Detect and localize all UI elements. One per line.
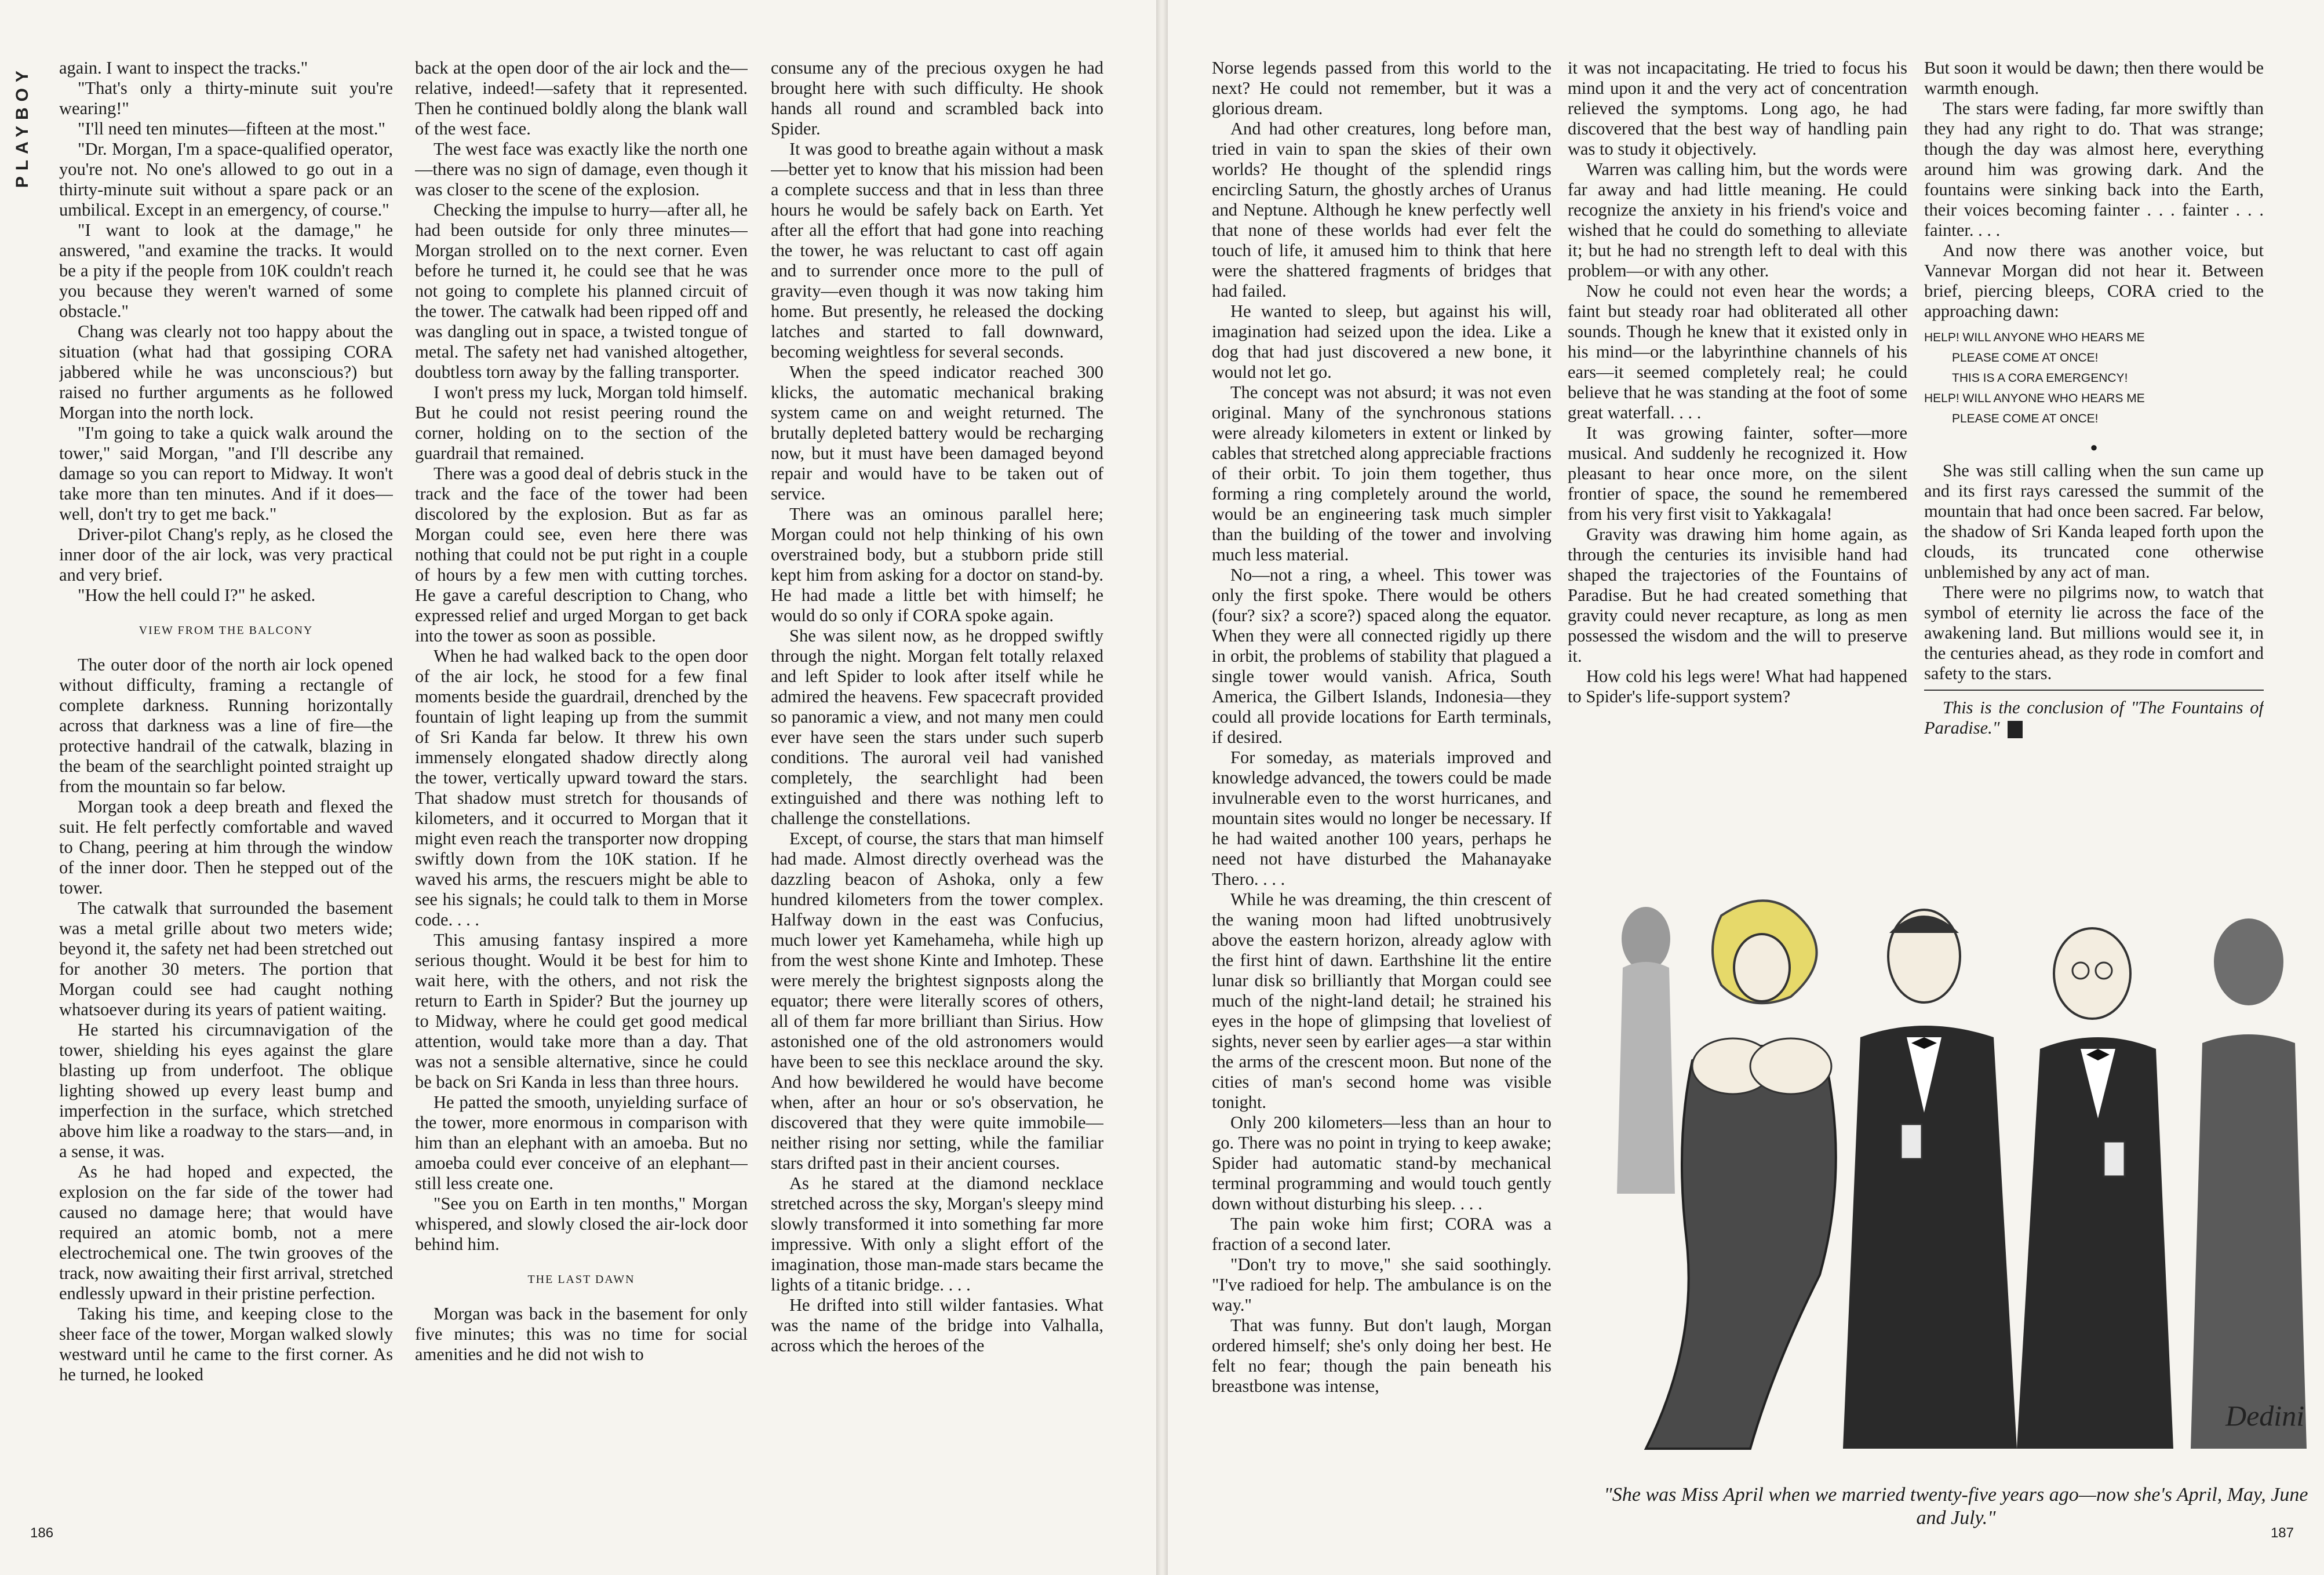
divider-rule <box>1924 690 2264 691</box>
paragraph: There was a good deal of debris stuck in the track and the face of the tower had been discolored by the explosion. But as far as Morgan could see, even here there was nothing that could not be put right in a couple of hours by a few men with cutting torches. He gave a careful description to Chang, who expressed relief and urged Morgan to get back into the tower as soon as possible. <box>415 464 748 646</box>
paragraph: For someday, as materials improved and knowledge advanced, the towers could be made invulnerable even to the worst hurricanes, and mountain sites would no longer be necessary. If he had waited another 100 years, perhaps he need not have disturbed the Mahanayake Thero. . . . <box>1212 748 1551 889</box>
paragraph: "Don't try to move," she said soothingly. "I've radioed for help. The ambulance is on the way." <box>1212 1255 1551 1315</box>
col6-paragraphs <box>1924 58 2264 322</box>
paragraph: It was good to breathe again without a mask—better yet to know that his mission had been a complete success and that in less than three hours he would be safely back on Earth. Yet after all the effort that had gone into reaching the tower, he was reluctant to cast off again and to surrender once more to the pull of gravity—even though it was now taking him home. But presently, he released the docking latches and started to fall downward, becoming weightless for several seconds. <box>771 139 1103 362</box>
paragraph: When he had walked back to the open door of the air lock, he stood for a few final moments beside the guardrail, drenched by the fountain of light leaping up from the summit of Sri Kanda far below. It threw his own immensely elongated shadow directly along the tower, vertically upward toward the stars. That shadow must stretch for thousands of kilometers, and it occurred to Morgan that it might even reach the transporter now dropping swiftly down from the 10K station. If he waved his arms, the rescuers might be able to see his signals; he could talk to them in Morse code. . . . <box>415 646 748 929</box>
paragraph: Except, of course, the stars that man himself had made. Almost directly overhead was the dazzling beacon of Ashoka, only a few hundred kilometers from the tower complex. Halfway down in the east was Confucius, much lower yet Kamehameha, while high up from the west shone Kinte and Imhotep. These were merely the brightest signposts along the equator; there were literally scores of others, all of them far more brilliant than Sirius. How astonished one of the old astronomers would have been to see this necklace around the sky. And how bewildered he would have become when, after an hour or so's observation, he discovered that they were quite immobile—neither rising nor setting, while the familiar stars drifted past in their ancient courses. <box>771 829 1103 1173</box>
paragraph: "See you on Earth in ten months," Morgan whispered, and slowly closed the air-lock door behind him. <box>415 1194 748 1254</box>
paragraph: Now he could not even hear the words; a faint but steady roar had obliterated all other sounds. Though he knew that it existed only in his mind—or the labyrinthine channels of his ears—it seemed completely real; he could believe that he was standing at the foot of some great waterfall. . . . <box>1568 281 1907 422</box>
alert-line: HELP! WILL ANYONE WHO HEARS ME <box>1924 331 2145 344</box>
paragraph: She was still calling when the sun came up and its first rays caressed the summit of the mountain that had once been sacred. Far below, the shadow of Sri Kanda leaped forth upon the clouds, its truncated cone otherwise unblemished by any act of man. <box>1924 461 2264 582</box>
cartoon-woman-background <box>1617 907 1675 1194</box>
column-1 <box>59 58 393 1541</box>
paragraph: When the speed indicator reached 300 klicks, the automatic mechanical braking system came on and weight returned. The brutally depleted battery would be recharging now, but it must have been damaged beyond repair and would have to be taken out of service. <box>771 362 1103 504</box>
paragraph: The outer door of the north air lock opened without difficulty, framing a rectangle of complete darkness. Running horizontally across that darkness was a line of fire—the protective handrail of the catwalk, blazing in the beam of the searchlight pointed straight up from the mountain so far below. <box>59 655 393 796</box>
col4-paragraphs <box>1212 58 1551 1397</box>
paragraph: "Dr. Morgan, I'm a space-qualified operator, you're not. No one's allowed to go out in a thirty-minute suit without a spare pack or an umbilical. Except in an emergency, of course." <box>59 139 393 220</box>
page-number-left: 186 <box>30 1525 54 1541</box>
paragraph: The concept was not absurd; it was not even original. Many of the synchronous stations were already kilometers in extent or linked by cables that stretched along appreciable fractions of their orbit. To join them together, thus forming a ring completely around the world, would be an engineering task much simpler than the building of the tower and involving much less material. <box>1212 382 1551 564</box>
paragraph: She was silent now, as he dropped swiftly through the night. Morgan felt totally relaxed and left Spider to look after itself while he admired the heavens. Few spacecraft provided so panoramic a view, and not many men could ever have seen the stars under such superb conditions. The auroral veil had vanished completely, the searchlight had been extinguished and there was nothing left to challenge the constellations. <box>771 626 1103 828</box>
conclusion-note <box>1924 698 2264 738</box>
paragraph: He wanted to sleep, but against his will, imagination had seized upon the idea. Like a dog that had just discovered a new bone, it would not let go. <box>1212 301 1551 382</box>
paragraph: Norse legends passed from this world to the next? He could not remember, but it was a glorious dream. <box>1212 58 1551 118</box>
column-6 <box>1924 58 2264 863</box>
cartoon-woman <box>1646 900 1836 1449</box>
paragraph: Morgan took a deep breath and flexed the suit. He felt perfectly comfortable and waved to Chang, peering at him through the window of the inner door. Then he stepped out of the tower. <box>59 797 393 898</box>
paragraph: I won't press my luck, Morgan told himself. But he could not resist peering round the corner, holding on to the section of the guardrail that remained. <box>415 382 748 463</box>
paragraph: He drifted into still wilder fantasies. What was the name of the bridge into Valhalla, across which the heroes of the <box>771 1295 1103 1355</box>
paragraph: The catwalk that surrounded the basement was a metal grille about two meters wide; beyond it, the safety net had been stretched out for another 30 meters. The portion that Morgan could see had caught nothing whatsoever during its years of patient waiting. <box>59 898 393 1019</box>
left-page <box>0 0 1156 1575</box>
alert-line: THIS IS A CORA EMERGENCY! <box>1952 371 2128 385</box>
paragraph: He patted the smooth, unyielding surface of the tower, more enormous in comparison with him than an elephant with an amoeba. But no amoeba could ever conceive of an elephant—still less create one. <box>415 1092 748 1193</box>
paragraph: "I want to look at the damage," he answered, "and examine the tracks. It would be a pity if the people from 10K couldn't reach you because they weren't warned of some obstacle." <box>59 220 393 321</box>
alert-line: PLEASE COME AT ONCE! <box>1952 412 2099 425</box>
paragraph: How cold his legs were! What had happened to Spider's life-support system? <box>1568 666 1907 706</box>
paragraph: And now there was another voice, but Vannevar Morgan did not hear it. Between brief, piercing bleeps, CORA cried to the approaching dawn: <box>1924 240 2264 321</box>
col2-paragraphs <box>415 58 748 1255</box>
paragraph: He started his circumnavigation of the tower, shielding his eyes against the glare blasting up from underfoot. The oblique lighting showed up every least bump and imperfection in the surface, which stretched above him like a roadway to the stars—and, in a sense, it was. <box>59 1020 393 1161</box>
paragraph: No—not a ring, a wheel. This tower was only the first spoke. There would be others (four? six? a score?) spaced along the equator. When they were all connected rigidly up there in orbit, the problems of stability that plagued a single tower would vanish. Africa, South America, the Gilbert Islands, Indonesia—they could all provide locations for Earth terminals, if desired. <box>1212 565 1551 747</box>
paragraph: again. I want to inspect the tracks." <box>59 58 308 78</box>
paragraph: "I'm going to take a quick walk around the tower," said Morgan, "and I'll describe any damage so you can report to Midway. It won't take more than ten minutes. And if it does—well, don't try to get me back." <box>59 423 393 524</box>
column-2 <box>415 58 748 1541</box>
col1-paragraphs <box>59 58 393 606</box>
paragraph: The pain woke him first; CORA was a fraction of a second later. <box>1212 1214 1551 1254</box>
magazine-name: PLAYBOY <box>13 65 32 188</box>
column-5 <box>1568 58 1907 863</box>
rabbit-endmark-icon <box>2008 721 2023 738</box>
cartoon-caption: "She was Miss April when we married twenty-five years ago—now she's April, May, June and July." <box>1604 1484 2308 1529</box>
paragraph: Taking his time, and keeping close to the sheer face of the tower, Morgan walked slowly westward until he came to the first corner. As he turned, he looked <box>59 1304 393 1384</box>
paragraph: Chang was clearly not too happy about the situation (what had that gossiping CORA jabbered while he was unconscious?) but raised no further arguments as he followed Morgan into the north lock. <box>59 322 393 422</box>
page-number-right: 187 <box>2270 1525 2294 1541</box>
cartoon-signature: Dedini <box>2225 1399 2305 1432</box>
alert-line: HELP! WILL ANYONE WHO HEARS ME <box>1924 392 2145 405</box>
paragraph: Morgan was back in the basement for only five minutes; this was no time for social amenities and he did not wish to <box>415 1304 748 1364</box>
paragraph: While he was dreaming, the thin crescent of the waning moon had lifted unobtrusively above the eastern horizon, already aglow with the first hint of dawn. Earthshine lit the entire lunar disk so brilliantly that Morgan could see much of the night-land detail; he strained his eyes in the hope of glimpsing that loveliest of sights, never seen by earlier ages—a star within the arms of the crescent moon. But none of the cities of man's second home was visible tonight. <box>1212 889 1551 1112</box>
paragraph: back at the open door of the air lock and the—relative, indeed!—safety that it represented. Then he continued boldly along the blank wall of the west face. <box>415 58 748 138</box>
col5-paragraphs <box>1568 58 1907 707</box>
col6b-paragraphs <box>1924 461 2264 684</box>
col3-paragraphs <box>771 58 1103 1356</box>
paragraph: Checking the impulse to hurry—after all, he had been outside for only three minutes—Morgan strolled on to the next corner. Even before he turned it, he could see that he was not going to complete his planned circuit of the tower. The catwalk had been ripped off and was dangling out in space, a twisted tongue of metal. The safety net had vanished altogether, doubtless torn away by the falling transporter. <box>415 200 748 382</box>
paragraph: Warren was calling him, but the words were far away and had little meaning. He could recognize the anxiety in his friend's voice and wished that he could do something to alleviate it; but he had no strength left to deal with this problem—or with any other. <box>1568 159 1907 280</box>
section-heading-balcony: VIEW FROM THE BALCONY <box>139 624 314 637</box>
paragraph: There was an ominous parallel here; Morgan could not help thinking of his own overstrained body, but a stubborn pride still kept him from asking for a doctor on stand-by. He had made a little bet with himself; he would do so only if CORA spoke again. <box>771 504 1103 625</box>
paragraph: And had other creatures, long before man, tried in vain to span the skies of their own worlds? He thought of the splendid rings encircling Saturn, the ghostly arches of Uranus and Neptune. Although he knew perfectly well that none of these worlds had ever felt the touch of life, it amused him to think that here were the shattered fragments of bridges that had failed. <box>1212 119 1551 301</box>
column-4 <box>1212 58 1551 1541</box>
paragraph: There were no pilgrims now, to watch that symbol of eternity lie across the face of the awakening land. But millions would see it, in the centuries ahead, as they rode in comfort and safety to the stars. <box>1924 582 2264 683</box>
paragraph: This amusing fantasy inspired a more serious thought. Would it be best for him to wait here, with the others, and not risk the return to Earth in Spider? But the journey up to Midway, where he could get good medical attention, would take more than a day. That was not a sensible alternative, since he could be back on Sri Kanda in less than three hours. <box>415 930 748 1092</box>
cartoon-figure-edge <box>2191 918 2307 1449</box>
section-heading-last-dawn: THE LAST DAWN <box>527 1273 635 1286</box>
cartoon-man-middle <box>1843 910 2017 1449</box>
cartoon-man-right <box>2017 928 2173 1449</box>
col2b-paragraphs <box>415 1304 748 1365</box>
paragraph: "How the hell could I?" he asked. <box>78 585 316 605</box>
paragraph: As he stared at the diamond necklace stretched across the sky, Morgan's sleepy mind slowly transformed it into something far more impressive. With only a slight effort of the imagination, those man-made stars became the lights of a titanic bridge. . . . <box>771 1173 1103 1295</box>
paragraph: Only 200 kilometers—less than an hour to go. There was no point in trying to keep awake; Spider had automatic stand-by mechanical terminal programming and would touch gently down without disturbing his sleep. . . . <box>1212 1113 1551 1213</box>
gutter <box>1156 0 1168 1575</box>
cora-alert <box>1924 327 2264 429</box>
paragraph: The west face was exactly like the north one—there was no sign of damage, even though it was closer to the scene of the explosion. <box>415 139 748 199</box>
column-3 <box>771 58 1103 1541</box>
paragraph: As he had hoped and expected, the explosion on the far side of the tower had caused no damage here; that would have required an atomic bomb, not a mere electrochemical one. The twin grooves of the track, now awaiting their first arrival, stretched endlessly upward in their pristine perfection. <box>59 1162 393 1303</box>
paragraph: That was funny. But don't laugh, Morgan ordered himself; she's only doing her best. He felt no fear; though the pain beneath his breastbone was intense, <box>1212 1315 1551 1396</box>
paragraph: It was growing fainter, softer—more musical. And suddenly he recognized it. How pleasant to hear once more, on the silent frontier of space, the sound he remembered from his very first visit to Yakkagala! <box>1568 423 1907 524</box>
paragraph: Gravity was drawing him home again, as through the centuries its invisible hand had shaped the trajectories of the Fountains of Paradise. But he had created something that gravity could never recapture, as long as men possessed the wisdom and the will to preserve it. <box>1568 524 1907 666</box>
cartoon-illustration <box>1600 869 2312 1460</box>
alert-line: PLEASE COME AT ONCE! <box>1952 351 2099 364</box>
paragraph: But soon it would be dawn; then there would be warmth enough. <box>1924 58 2264 98</box>
paragraph: "That's only a thirty-minute suit you're wearing!" <box>59 78 393 118</box>
paragraph: consume any of the precious oxygen he had brought here with such difficulty. He shook hands all round and scrambled back into Spider. <box>771 58 1103 138</box>
col1b-paragraphs <box>59 655 393 1385</box>
conclusion-text: This is the conclusion of "The Fountains of Paradise." <box>1924 698 2264 738</box>
paragraph: Driver-pilot Chang's reply, as he closed the inner door of the air lock, was very practical and very brief. <box>59 524 393 585</box>
paragraph: The stars were fading, far more swiftly than they had any right to do. That was strange; though the day was almost here, everything around him was growing dark. And the fountains were sinking back into the Earth, their voices becoming fainter . . . fainter . . . fainter. . . . <box>1924 99 2264 240</box>
paragraph: "I'll need ten minutes—fifteen at the most." <box>78 119 385 138</box>
section-dot-icon: ● <box>2090 440 2098 454</box>
paragraph: it was not incapacitating. He tried to focus his mind upon it and the very act of concentration relieved the symptoms. Long ago, he had discovered that the best way of handling pain was to study it objectively. <box>1568 58 1907 159</box>
